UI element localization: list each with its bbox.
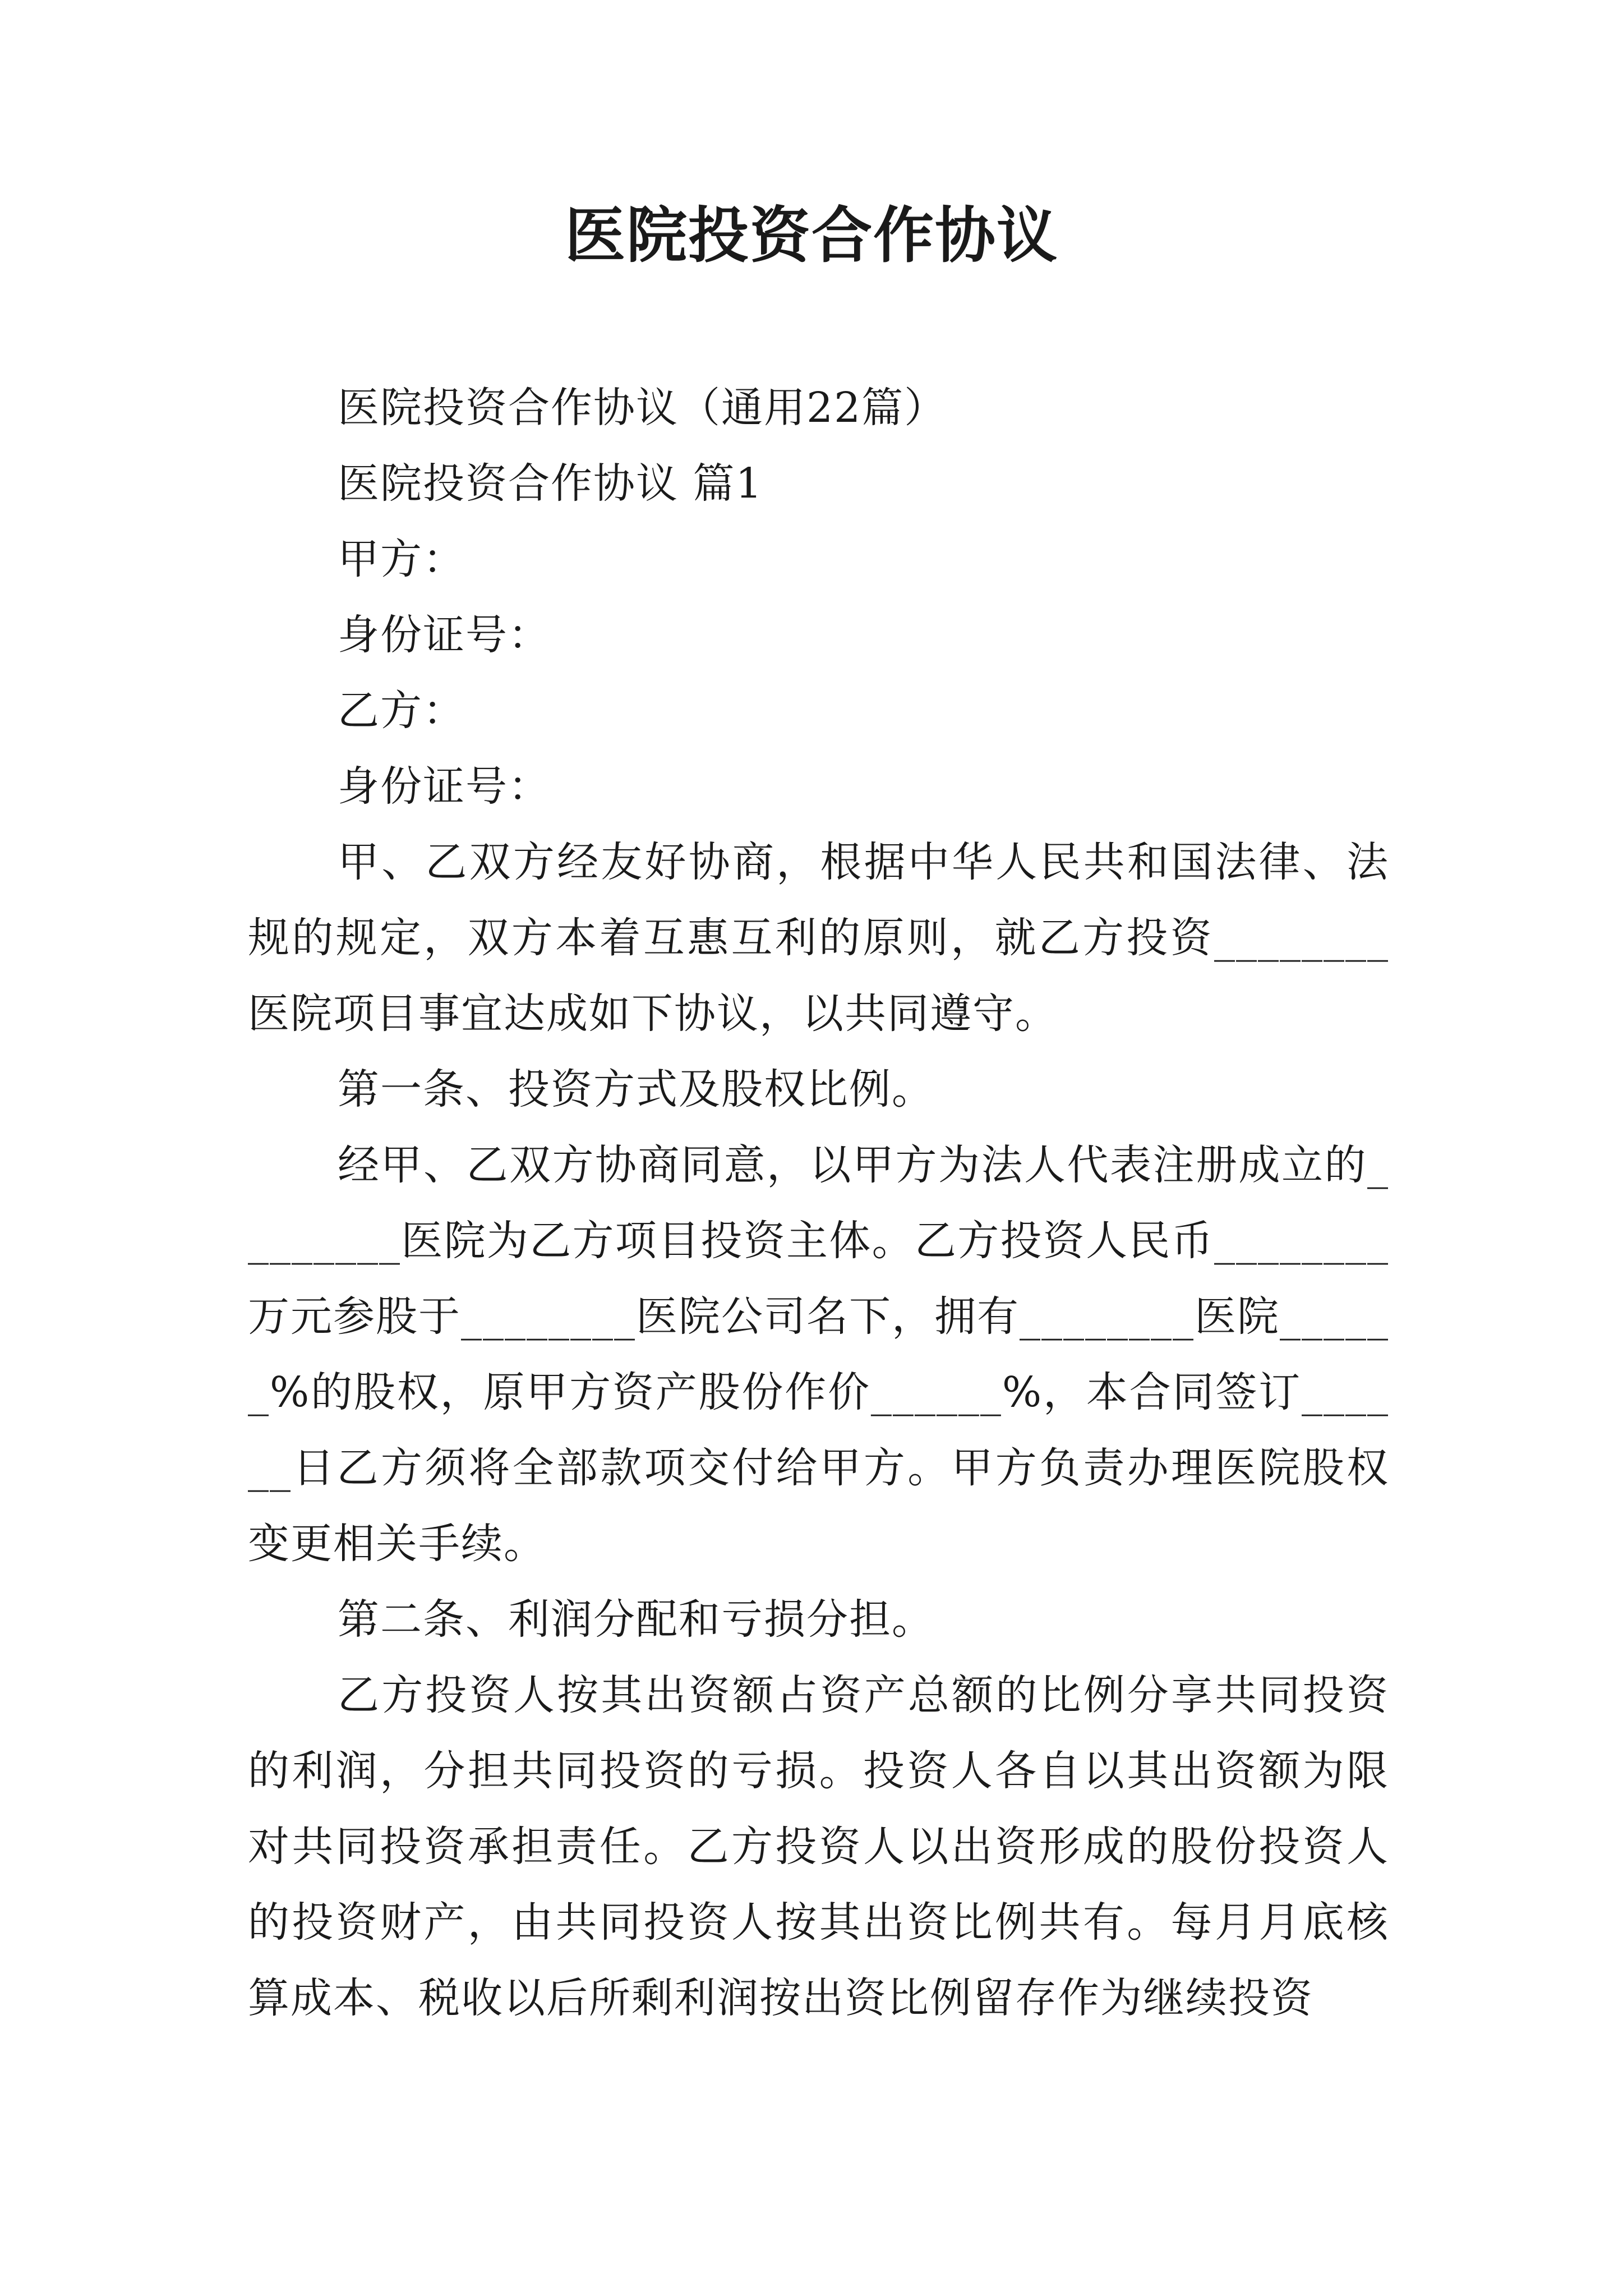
party-a-label: 甲方： [338,535,465,583]
party-b-id-label: 身份证号： [338,762,551,811]
party-b-label: 乙方： [338,687,465,735]
article-2-body: 乙方投资人按其出资额占资产总额的比例分享共同投资的利润，分担共同投资的亏损。投资人各自以其出资额为限对共同投资承担责任。乙方投资人以出资形成的股份投资人的投资财产，由共同投资人按其出资比例共有。每月月底核算成本、税收以后所剩利润按出资比例留存作为继续投资 [248,1671,1389,2022]
preamble-paragraph: 甲、乙双方经友好协商，根据中华人民共和国法律、法规的规定，双方本着互惠互利的原则，就乙方投资________医院项目事宜达成如下协议，以共同遵守。 [248,838,1389,1038]
section-heading: 医院投资合作协议 篇1 [338,459,763,508]
article-1-heading: 第一条、投资方式及股权比例。 [338,1065,934,1114]
article-1-body: 经甲、乙双方协商同意，以甲方为法人代表注册成立的________医院为乙方项目投资主体。乙方投资人民币________万元参股于________医院公司名下，拥有________医院______%的股权，原甲方资产股份作价______%，本合同签订______日乙方须将全部款项交付给甲方。甲方负责办理医院股权变更相关手续。 [248,1141,1389,1568]
document-body [248,370,1389,2036]
subtitle-line: 医院投资合作协议（通用22篇） [338,384,947,432]
party-a-id-label: 身份证号： [338,611,551,659]
article-2-heading: 第二条、利润分配和亏损分担。 [338,1595,934,1644]
document-title: 医院投资合作协议 [564,200,1058,271]
